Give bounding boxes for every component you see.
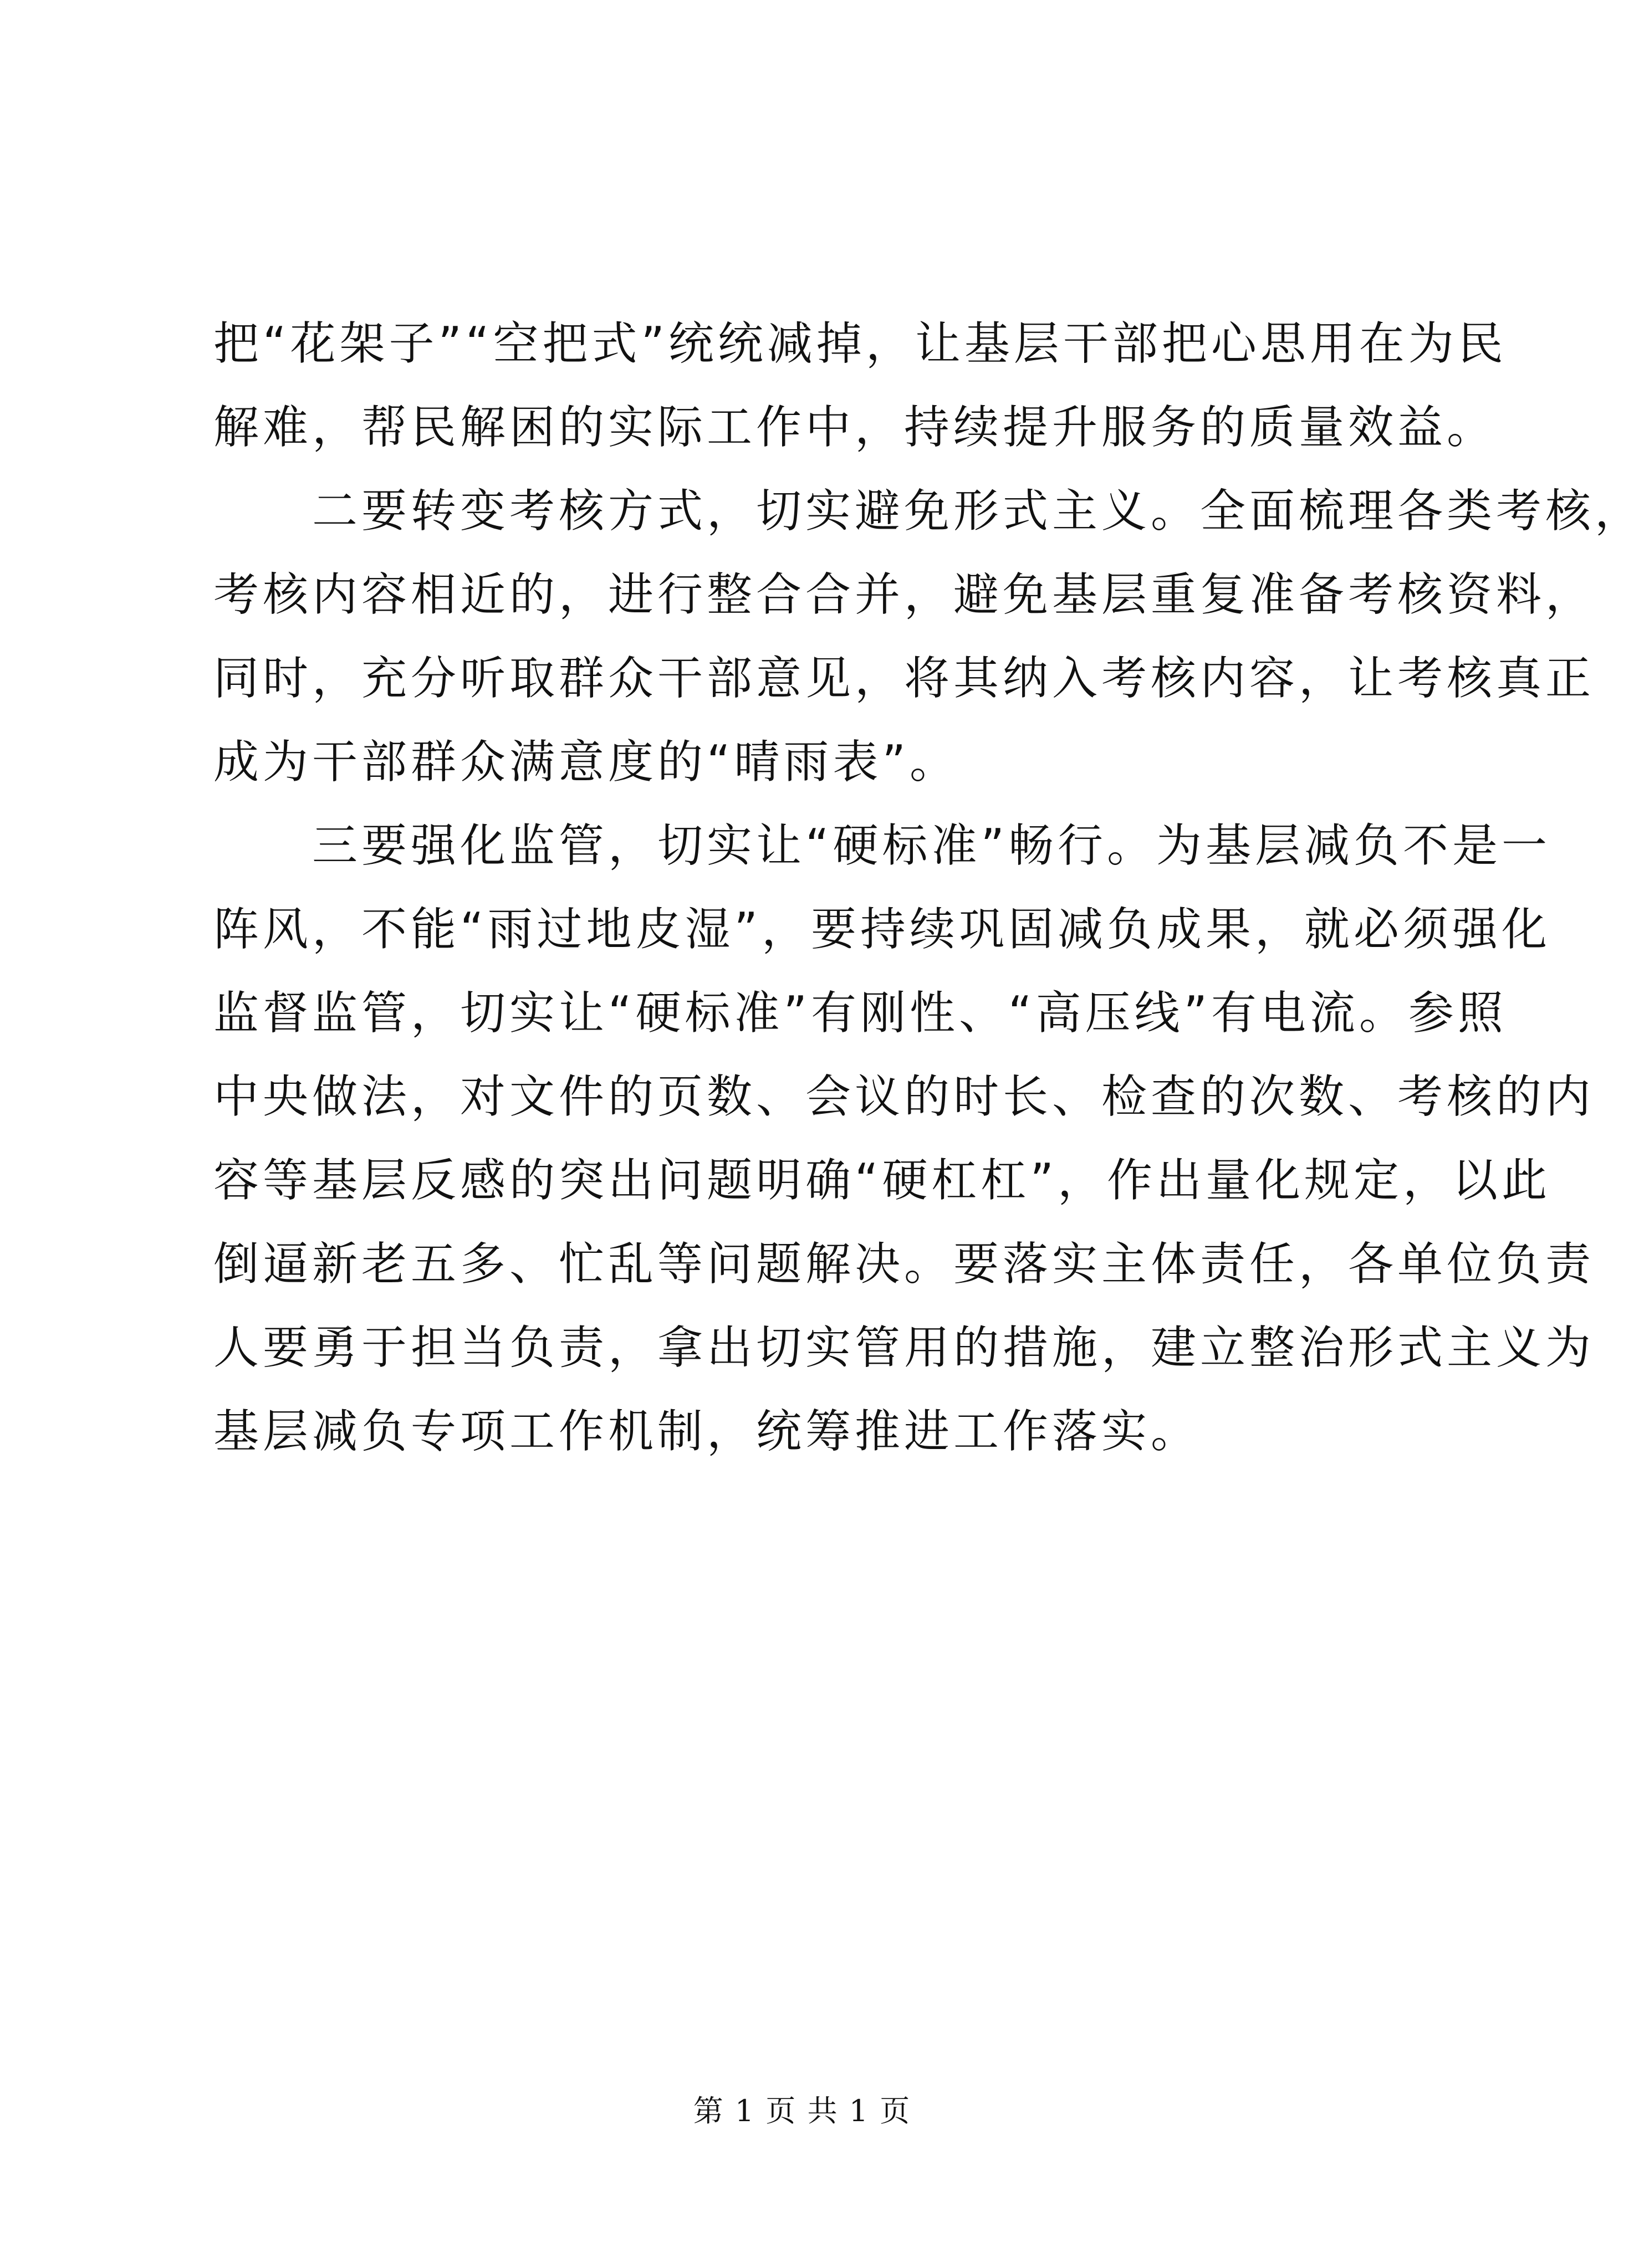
text-line: 人要勇于担当负责，拿出切实管用的措施，建立整治形式主义为 [213, 1322, 1595, 1374]
text-line: 中央做法，对文件的页数、会议的时长、检查的次数、考核的内 [213, 1071, 1595, 1123]
text-line: 阵风，不能“雨过地皮湿”，要持续巩固减负成果，就必须强化 [213, 903, 1551, 956]
text-line: 把“花架子”“空把式”统统减掉，让基层干部把心思用在为民 [213, 318, 1507, 370]
document-body [213, 302, 1644, 1473]
text-line: 基层减负专项工作机制，统筹推进工作落实。 [213, 1405, 1201, 1458]
paragraph-3 [213, 804, 1595, 1473]
text-line: 二要转变考核方式，切实避免形式主义。全面梳理各类考核， [213, 485, 1644, 537]
text-line: 三要强化监管，切实让“硬标准”畅行。为基层减负不是一 [213, 820, 1551, 872]
text-line: 监督监管，切实让“硬标准”有刚性、“高压线”有电流。参照 [213, 987, 1507, 1040]
text-line: 成为干部群众满意度的“晴雨表”。 [213, 736, 959, 789]
paragraph-1 [213, 302, 1507, 469]
page-footer: 第 1 页 共 1 页 [693, 2093, 911, 2128]
text-line: 考核内容相近的，进行整合合并，避免基层重复准备考核资料， [213, 569, 1595, 621]
text-line: 解难，帮民解困的实际工作中，持续提升服务的质量效益。 [213, 401, 1497, 454]
paragraph-2 [213, 469, 1644, 804]
text-line: 倒逼新老五多、忙乱等问题解决。要落实主体责任，各单位负责 [213, 1238, 1595, 1291]
text-line: 容等基层反感的突出问题明确“硬杠杠”，作出量化规定，以此 [213, 1154, 1551, 1207]
text-line: 同时，充分听取群众干部意见，将其纳入考核内容，让考核真正 [213, 652, 1595, 705]
